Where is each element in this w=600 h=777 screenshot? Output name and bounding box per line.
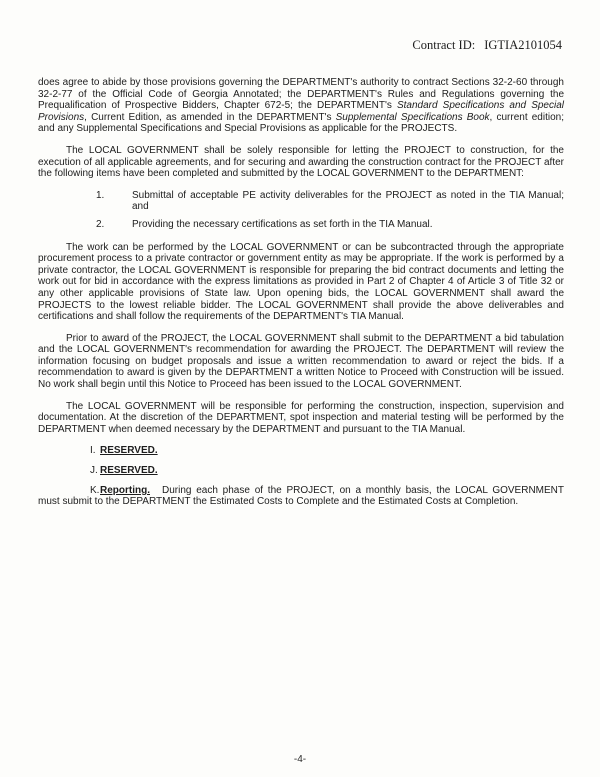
paragraph-provisions-text-2: , Current Edition, as amended in the DEPARTMENT's <box>84 111 336 123</box>
numbered-item-2-number: 2. <box>96 218 105 230</box>
numbered-item-1-text: Submittal of acceptable PE activity deliverables for the PROJECT as noted in the TIA Manual; and <box>132 189 564 213</box>
item-j-reserved <box>38 465 564 477</box>
paragraph-provisions-text-1: does agree to abide by those provisions governing the DEPARTMENT's authority to contract Sections 32-2-60 through 32-2-77 of the Official Code of Georgia Annotated; the DEPARTMENT's Rules and Regulations governing the Prequalification of Prospective Bidders, Chapter 672-5; the DEPARTMENT's <box>38 77 564 112</box>
numbered-item-1 <box>96 190 564 213</box>
standard-specifications-title: Standard Specifications and Special Provisions <box>38 100 564 123</box>
item-j-letter: J. <box>90 465 98 477</box>
paragraph-provisions <box>38 77 564 135</box>
item-i-letter: I. <box>90 445 96 457</box>
paragraph-bid-tabulation: Prior to award of the PROJECT, the LOCAL GOVERNMENT shall submit to the DEPARTMENT a bid tabulation and the LOCAL GOVERNMENT's recommendation for awarding the PROJECT. The DEPARTMENT will review the information focusing on budget proposals and issue a written recommendation to award or reject the bids. If a recommendation to award is given by the DEPARTMENT a written Notice to Proceed with Construction will be issued. No work shall begin until this Notice to Proceed has been issued to the LOCAL GOVERNMENT. <box>38 332 564 391</box>
paragraph-work-performance: The work can be performed by the LOCAL GOVERNMENT or can be subcontracted through the appropriate procurement process to a private contractor or government entity as may be appropriate. If the work is performed by a private contractor, the LOCAL GOVERNMENT is responsible for preparing the bid contract documents and letting the work out for bid in accordance with the express limitations as provided in Part 2 of Chapter 4 of Article 3 of Title 32 or any other applicable provisions of State law. Upon opening bids, the LOCAL GOVERNMENT shall award the PROJECTS to the lowest reliable bidder. The LOCAL GOVERNMENT shall provide the above deliverables and certifications and shall follow the requirements of the DEPARTMENT's TIA Manual. <box>38 241 564 323</box>
supplemental-specifications-title: Supplemental Specifications Book <box>335 111 490 123</box>
contract-id-value: IGTIA2101054 <box>484 38 562 52</box>
numbered-item-2 <box>96 219 564 231</box>
page-number: -4- <box>293 754 307 766</box>
item-k-text: During each phase of the PROJECT, on a monthly basis, the LOCAL GOVERNMENT must submit to the DEPARTMENT the Estimated Costs to Complete and the Estimated Costs at Completion. <box>38 484 564 508</box>
numbered-item-1-number: 1. <box>96 189 105 201</box>
paragraph-construction-inspection: The LOCAL GOVERNMENT will be responsible for performing the construction, inspection, supervision and documentation. At the discretion of the DEPARTMENT, spot inspection and material testing will be performed by the DEPARTMENT when deemed necessary by the DEPARTMENT and pursuant to the TIA Manual. <box>38 400 564 435</box>
paragraph-letting-responsibility: The LOCAL GOVERNMENT shall be solely responsible for letting the PROJECT to construction, for the execution of all applicable agreements, and for securing and awarding the construction contract for the PROJECT after the following items have been completed and submitted by the LOCAL GOVERNMENT to the DEPARTMENT: <box>38 144 564 180</box>
item-k-letter: K. <box>90 484 100 496</box>
item-j-title: RESERVED. <box>100 465 158 477</box>
item-k-reporting <box>38 485 564 508</box>
item-k-title: Reporting. <box>100 484 150 496</box>
contract-id-label: Contract ID: <box>412 38 476 52</box>
item-i-title: RESERVED. <box>100 445 158 457</box>
item-i-reserved <box>38 445 564 457</box>
document-header <box>38 38 564 53</box>
paragraph-provisions-text-3: , current edition; and any Supplemental Specifications and Special Provisions as applicable for the PROJECTS. <box>38 111 564 135</box>
numbered-item-2-text: Providing the necessary certifications as set forth in the TIA Manual. <box>132 218 433 230</box>
